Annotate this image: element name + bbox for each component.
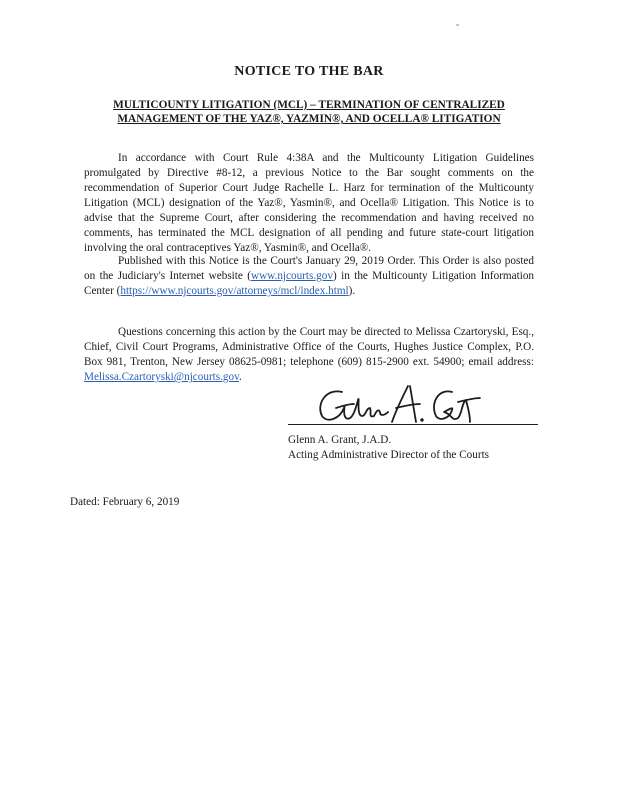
njcourts-website-link[interactable]: www.njcourts.gov: [251, 270, 333, 282]
scan-speck: [456, 24, 459, 26]
dated-line: Dated: February 6, 2019: [70, 496, 180, 508]
signature-line: [288, 424, 538, 425]
paragraph-3: [84, 325, 534, 385]
paragraph-2-text-b: ) in the Multicounty Litigation Information Center (: [84, 270, 535, 297]
paragraph-3-text-b: .: [239, 371, 242, 383]
subtitle-line-1: MULTICOUNTY LITIGATION (MCL) – TERMINATION OF CENTRALIZED: [113, 99, 505, 111]
signer-name: Glenn A. Grant, J.A.D.: [288, 434, 392, 446]
paragraph-1: In accordance with Court Rule 4:38A and the Multicounty Litigation Guidelines promulgated by Directive #8-12, a previous Notice to the Bar sought comments on the recommendation of Superior Court Judge Rachelle L. Harz for termination of the Multicounty Litigation (MCL) designation of the Yaz®, Yasmin®, and Ocella® Litigation. This Notice is to advise that the Supreme Court, after considering the recommendation and having received no comments, has terminated the MCL designation of all pending and future state-court litigation involving the oral contraceptives Yaz®, Yasmin®, and Ocella®.: [84, 152, 534, 254]
handwritten-signature: [312, 378, 482, 430]
email-link[interactable]: Melissa.Czartoryski@njcourts.gov: [84, 371, 239, 383]
signer-block: [288, 433, 489, 463]
paragraph-2-text-a: Published with this Notice is the Court's January 29, 2019 Order. This Order is also posted on the Judiciary's Internet website (: [84, 255, 534, 282]
mcl-info-center-link[interactable]: https://www.njcourts.gov/attorneys/mcl/index.html: [120, 285, 349, 297]
signer-title: Acting Administrative Director of the Courts: [288, 449, 490, 461]
page-title: NOTICE TO THE BAR: [234, 64, 384, 79]
paragraph-2: [84, 254, 534, 299]
subtitle-line-2: MANAGEMENT OF THE YAZ®, YAZMIN®, AND OCELLA® LITIGATION: [117, 113, 501, 125]
notice-subtitle: [90, 98, 528, 126]
paragraph-2-text-c: ).: [348, 285, 356, 297]
paragraph-3-text-a: Questions concerning this action by the Court may be directed to Melissa Czartoryski, Esq., Chief, Civil Court Programs, Administrative Office of the Courts, Hughes Justice Complex, P.O. Box 981, Trenton, New Jersey 08625-0981; telephone (609) 815-2900 ext. 54900; email address:: [84, 326, 534, 368]
